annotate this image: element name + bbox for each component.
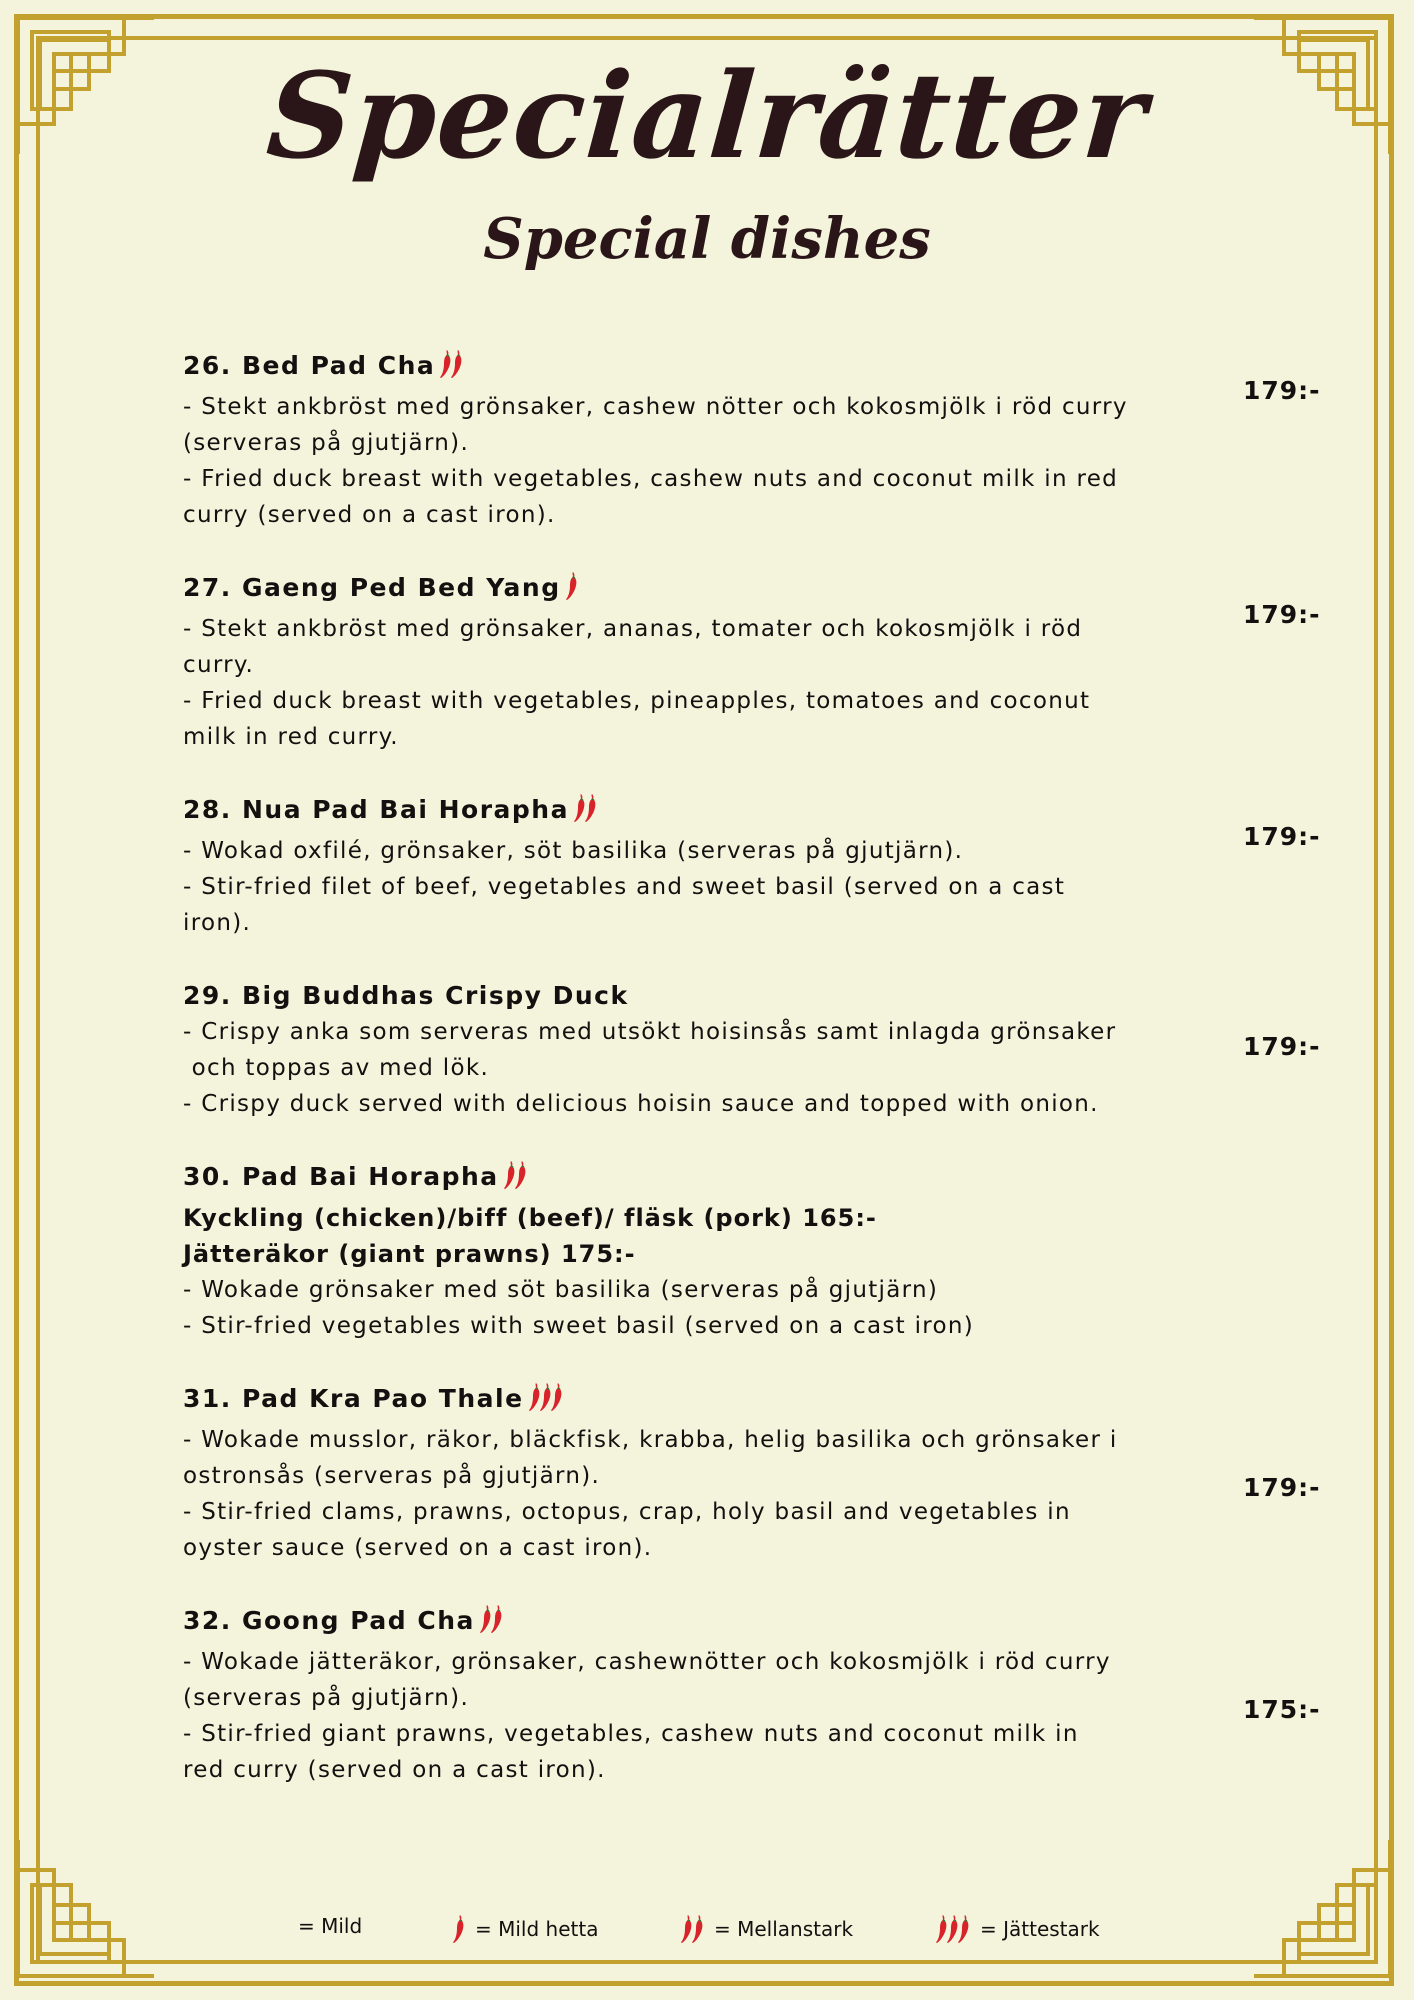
heat-legend (0, 1914, 1414, 1946)
menu-item (183, 792, 1333, 941)
dish-description: - Stekt ankbröst med grönsaker, cashew nötter och kokosmjölk i röd curry (serveras på gjutjärn). - Fried duck breast with vegetables, cashew nuts and coconut milk in red curry (served on a cast iron). (183, 394, 1128, 528)
dish-price: 179:- (1243, 600, 1321, 629)
dish-name: 27. Gaeng Ped Bed Yang (183, 573, 561, 602)
menu-item (183, 1381, 1333, 1566)
legend-label: = Mild (298, 1914, 363, 1938)
menu-item (183, 570, 1333, 755)
dish-description: - Stekt ankbröst med grönsaker, ananas, tomater och kokosmjölk i röd curry. - Fried duck breast with vegetables, pineapples, tomatoes and coconut milk in red curry. (183, 616, 1091, 750)
heat-level (528, 1382, 561, 1422)
chili-pepper-icon (565, 571, 579, 601)
dish-name-row (183, 792, 1333, 833)
dish-name-row (183, 1381, 1333, 1422)
chili-pepper-icon (957, 1914, 971, 1944)
dish-name: 29. Big Buddhas Crispy Duck (183, 981, 629, 1010)
legend-item (680, 1914, 853, 1944)
dish-price: 179:- (1243, 376, 1321, 405)
chili-pepper-icon (691, 1914, 705, 1944)
corner-ornament-bottom-left (14, 1830, 164, 1980)
corner-ornament-bottom-right (1244, 1830, 1394, 1980)
heat-level (503, 1160, 525, 1200)
dish-name-row (183, 348, 1333, 389)
menu-list (183, 348, 1333, 1825)
dish-name-row (183, 978, 1333, 1014)
chili-pepper-icon (490, 1604, 504, 1634)
legend-label: = Jättestark (980, 1917, 1100, 1941)
legend-item (452, 1914, 598, 1944)
legend-label: = Mellanstark (714, 1917, 854, 1941)
dish-description: - Wokad oxfilé, grönsaker, söt basilika (serveras på gjutjärn). - Stir-fried filet of beef, vegetables and sweet basil (served on a cast iron). (183, 838, 1066, 936)
dish-description: - Wokade jätteräkor, grönsaker, cashewnötter och kokosmjölk i röd curry (serveras på gjutjärn). - Stir-fried giant prawns, vegetables, cashew nuts and coconut milk in red curry (served on a cast iron). (183, 1649, 1111, 1783)
dish-name-row (183, 1603, 1333, 1644)
menu-item (183, 1159, 1333, 1344)
dish-name: 28. Nua Pad Bai Horapha (183, 795, 569, 824)
chili-pepper-icon (550, 1382, 564, 1412)
legend-heat-icons (935, 1914, 968, 1944)
dish-description: - Crispy anka som serveras med utsökt hoisinsås samt inlagda grönsaker och toppas av med lök. - Crispy duck served with delicious hoisin sauce and topped with onion. (183, 1019, 1117, 1117)
chili-pepper-icon (514, 1160, 528, 1190)
dish-name-row (183, 1159, 1333, 1200)
legend-heat-icons (680, 1914, 702, 1944)
dish-description: - Wokade grönsaker med söt basilika (serveras på gjutjärn) - Stir-fried vegetables with sweet basil (served on a cast iron) (183, 1277, 975, 1339)
menu-item (183, 978, 1333, 1122)
legend-item (935, 1914, 1100, 1944)
legend-label: = Mild hetta (475, 1917, 599, 1941)
dish-name: 31. Pad Kra Pao Thale (183, 1384, 524, 1413)
dish-name: 30. Pad Bai Horapha (183, 1162, 499, 1191)
dish-name: 32. Goong Pad Cha (183, 1606, 475, 1635)
heat-level (439, 349, 461, 389)
chili-pepper-icon (450, 349, 464, 379)
heat-level (565, 571, 576, 611)
dish-name-row (183, 570, 1333, 611)
heat-level (479, 1604, 501, 1644)
chili-pepper-icon (584, 793, 598, 823)
legend-heat-icons (452, 1914, 463, 1944)
menu-item (183, 348, 1333, 533)
variant-price-line: Kyckling (chicken)/biff (beef)/ fläsk (pork) 165:- (183, 1204, 877, 1232)
dish-description: - Wokade musslor, räkor, bläckfisk, krabba, helig basilika och grönsaker i ostronsås (serveras på gjutjärn). - Stir-fried clams, prawns, octopus, crap, holy basil and vegetables in oyster sauce (served on a cast iron). (183, 1427, 1118, 1561)
variant-price-line: Jätteräkor (giant prawns) 175:- (183, 1240, 636, 1268)
dish-price: 175:- (1243, 1695, 1321, 1724)
page-subtitle: Special dishes (483, 206, 931, 272)
chili-pepper-icon (452, 1914, 466, 1944)
legend-item (298, 1914, 362, 1938)
page-title: Specialrätter (262, 46, 1152, 185)
dish-price: 179:- (1243, 822, 1321, 851)
dish-name: 26. Bed Pad Cha (183, 351, 436, 380)
dish-price: 179:- (1243, 1473, 1321, 1502)
menu-item (183, 1603, 1333, 1788)
heat-level (573, 793, 595, 833)
dish-price: 179:- (1243, 1032, 1321, 1061)
